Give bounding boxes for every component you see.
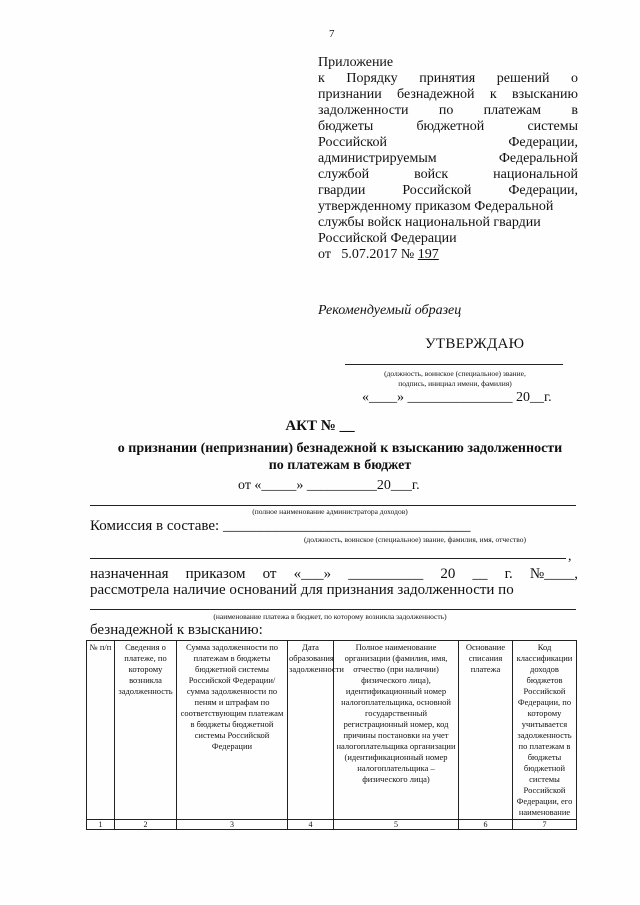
appendix-line xyxy=(318,231,578,247)
appointed-by-order-line xyxy=(90,566,578,583)
appendix-word: по xyxy=(438,103,454,118)
approve-signature-line xyxy=(345,364,563,365)
appendix-word: Российской xyxy=(402,183,472,198)
approve-date: «____» _______________ 20__г. xyxy=(362,390,552,405)
appendix-word: службой xyxy=(318,167,370,182)
appendix-line xyxy=(318,215,578,231)
act-subtitle xyxy=(90,440,590,474)
debt-table xyxy=(86,640,577,830)
page-number: 7 xyxy=(329,28,335,40)
table-header-cell: № п/п xyxy=(87,641,115,820)
hopeless-text: безнадежной к взысканию: xyxy=(90,622,263,638)
table-header-cell: Код классификации доходов бюджетов Российской Федерации, по которому учитывается задолженность по платежам в бюджеты бюджетной системы Российской Федерации, его наименование xyxy=(513,641,577,820)
appendix-word: признании xyxy=(318,87,382,102)
commission-line xyxy=(90,558,566,559)
appendix-word: утвержденному приказом Федеральной xyxy=(318,199,554,214)
table-column-number: 4 xyxy=(288,820,334,830)
appendix-word: задолженности xyxy=(318,103,409,118)
table-column-number: 2 xyxy=(115,820,177,830)
appointed-part: __ xyxy=(472,566,488,582)
act-subtitle-line-2: по платежам в бюджет xyxy=(268,458,412,473)
appendix-line xyxy=(318,55,578,71)
table-column-number: 3 xyxy=(177,820,288,830)
appendix-word: Федеральной xyxy=(498,151,578,166)
appendix-word: безнадежной xyxy=(397,87,475,102)
appendix-line xyxy=(318,135,578,151)
approve-hint-line-2: подпись, инициал имени, фамилия) xyxy=(398,379,512,388)
table-column-number: 7 xyxy=(513,820,577,830)
admin-name-hint: (полное наименование администратора доходов) xyxy=(252,507,408,516)
appendix-word: решений xyxy=(496,71,550,86)
payment-name-hint: (наименование платежа в бюджет, по которому возникла задолженность) xyxy=(213,612,447,621)
appendix-word: национальной xyxy=(493,167,578,182)
commission-comma: , xyxy=(568,549,572,564)
appendix-word: к xyxy=(489,87,497,102)
appendix-word: в xyxy=(571,103,578,118)
act-title: АКТ № __ xyxy=(285,418,355,434)
appendix-word: о xyxy=(571,71,578,86)
act-date: от «_____» __________20___г. xyxy=(238,478,420,493)
appendix-lines xyxy=(318,55,578,247)
commission-label: Комиссия в составе: _________________________________ xyxy=(90,518,471,534)
appointed-part: от xyxy=(262,566,277,582)
table-header-cell: Полное наименование организации (фамилия, имя, отчество (при наличии) физического лица), идентификационный номер налогоплательщика, основной государственный регистрационный номер, код причины постановки на учет налогоплательщика организации (идентификационный номер налогоплательщика – физического лица) xyxy=(334,641,459,820)
appendix-word: бюджеты xyxy=(318,119,374,134)
appointed-part: №____, xyxy=(529,566,578,582)
commission-hint: (должность, воинское (специальное) звание, фамилия, имя, отчество) xyxy=(303,535,527,544)
appointed-part: г. xyxy=(504,566,513,582)
appendix-order-number: 197 xyxy=(417,247,439,262)
appendix-word: к xyxy=(318,71,325,86)
act-subtitle-line-1: о признании (непризнании) безнадежной к взысканию задолженности xyxy=(117,441,563,456)
appendix-line xyxy=(318,71,578,87)
table-header-cell: Сумма задолженности по платежам в бюджеты бюджетной системы Российской Федерации/сумма задолженности по пеням и штрафам по соответствующим платежам в бюджеты бюджетной системы Российской Федерации xyxy=(177,641,288,820)
appendix-line xyxy=(318,87,578,103)
appointed-part: приказом xyxy=(185,566,246,582)
appendix-order-prefix: от 5.07.2017 № xyxy=(318,247,418,262)
table-header-row xyxy=(87,641,577,820)
table-header-cell: Сведения о платеже, по которому возникла задолженность xyxy=(115,641,177,820)
appendix-line xyxy=(318,151,578,167)
appointed-part: назначенная xyxy=(90,566,169,582)
appendix-block xyxy=(318,55,578,263)
appendix-word: Порядку xyxy=(346,71,398,86)
table-header-cell: Дата образования задолженности xyxy=(288,641,334,820)
appointed-part: 20 xyxy=(440,566,456,582)
appointed-part: __________ xyxy=(348,566,424,582)
appendix-word: Приложение xyxy=(318,55,394,70)
considered-text: рассмотрела наличие оснований для признания задолженности по xyxy=(90,582,514,598)
appendix-word: принятия xyxy=(419,71,476,86)
appendix-word: Федерации, xyxy=(508,135,578,150)
approve-hint xyxy=(340,369,570,389)
appointed-part: «___» xyxy=(293,566,332,582)
appendix-word: платежам xyxy=(483,103,542,118)
appendix-line xyxy=(318,119,578,135)
appendix-word: гвардии xyxy=(318,183,366,198)
table-column-number: 1 xyxy=(87,820,115,830)
appendix-word: Российской xyxy=(318,135,387,150)
appendix-word: Федерации, xyxy=(508,183,578,198)
approve-hint-line-1: (должность, воинское (специальное) звание, xyxy=(384,369,526,378)
appendix-line xyxy=(318,103,578,119)
appendix-word: службы войск национальной гвардии xyxy=(318,215,541,230)
appendix-line xyxy=(318,167,578,183)
admin-name-line xyxy=(90,505,576,506)
appendix-word: войск xyxy=(414,167,449,182)
table-number-row xyxy=(87,820,577,830)
appendix-word: Российской Федерации xyxy=(318,231,457,246)
appendix-line xyxy=(318,183,578,199)
appendix-word: взысканию xyxy=(511,87,578,102)
appendix-order-line xyxy=(318,247,578,263)
appendix-word: бюджетной xyxy=(416,119,485,134)
recommended-sample-label: Рекомендуемый образец xyxy=(318,303,462,318)
table-column-number: 6 xyxy=(459,820,513,830)
appendix-word: администрируемым xyxy=(318,151,437,166)
table-column-number: 5 xyxy=(334,820,459,830)
appendix-line xyxy=(318,199,578,215)
appendix-word: системы xyxy=(527,119,578,134)
approve-heading: УТВЕРЖДАЮ xyxy=(425,336,525,352)
table-header-cell: Основание списания платежа xyxy=(459,641,513,820)
payment-name-line xyxy=(90,609,576,610)
